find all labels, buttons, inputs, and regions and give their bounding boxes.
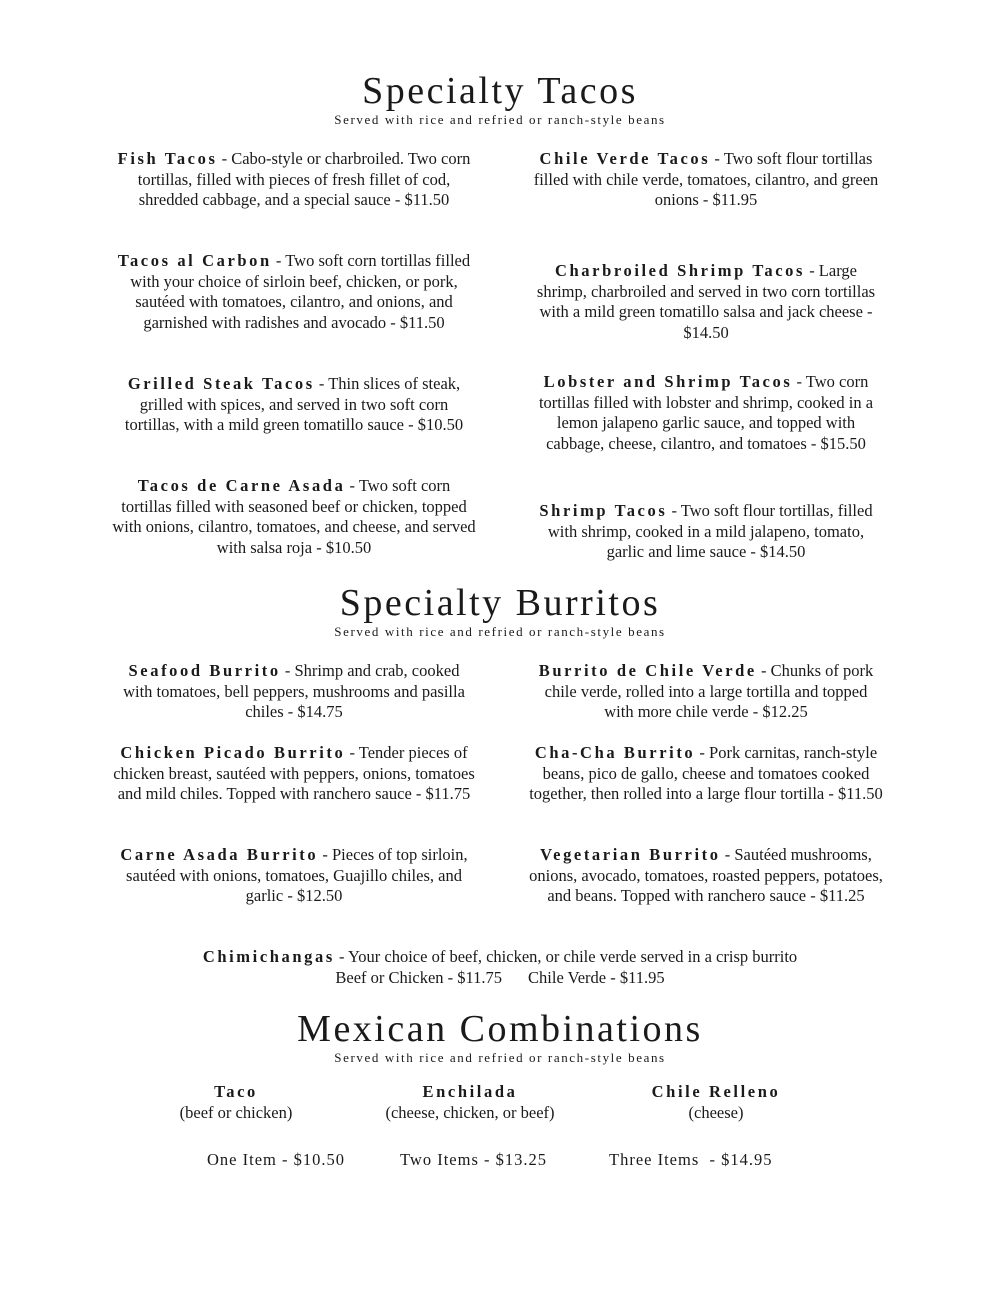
combo-name: Chile Relleno (651, 1082, 781, 1101)
item-name: Lobster and Shrimp Tacos (543, 372, 793, 391)
menu-item (528, 501, 884, 563)
item-name: Vegetarian Burrito (540, 845, 721, 864)
item-desc: - Thin slices of steak, grilled with spices, and served in two soft corn tortillas, with a mild green tomatillo sauce - $10.50 (124, 374, 464, 434)
item-desc: - Two soft corn tortillas filled with seasoned beef or chicken, topped with onions, cilantro, tomatoes, and cheese, and served with salsa roja - $10.50 (112, 476, 476, 557)
item-name: Charbroiled Shrimp Tacos (555, 261, 806, 280)
item-name: Chile Verde Tacos (539, 149, 711, 168)
menu-item (112, 845, 476, 907)
combo-option (350, 1082, 590, 1123)
item-desc: - Two soft corn tortillas filled with your choice of sirloin beef, chicken, or pork, sautéed with tomatoes, cilantro, and onions, and garnished with radishes and avocado - $11.50 (130, 251, 471, 332)
item-name: Chimichangas (202, 947, 335, 966)
menu-item (528, 845, 884, 907)
item-name: Seafood Burrito (128, 661, 281, 680)
tacos-title: Specialty Tacos (362, 70, 638, 112)
item-desc: - Sautéed mushrooms, onions, avocado, tomatoes, roasted peppers, potatoes, and beans. Topped with ranchero sauce - $11.25 (529, 845, 883, 905)
menu-item (112, 661, 476, 723)
menu-item (528, 372, 884, 454)
item-name: Chicken Picado Burrito (120, 743, 346, 762)
item-desc: - Pieces of top sirloin, sautéed with onions, tomatoes, Guajillo chiles, and garlic - $12.50 (126, 845, 468, 905)
combo-price-one: One Item - $10.50 (207, 1150, 345, 1169)
item-desc: - Pork carnitas, ranch-style beans, pico de gallo, cheese and tomatoes cooked together, then rolled into a large flour tortilla - $11.50 (529, 743, 883, 803)
item-name: Grilled Steak Tacos (127, 374, 315, 393)
menu-item (528, 261, 884, 343)
combos-title: Mexican Combinations (297, 1008, 703, 1050)
item-name: Tacos al Carbon (117, 251, 272, 270)
combo-name: Enchilada (422, 1082, 518, 1101)
menu-item (112, 374, 476, 436)
menu-item (528, 661, 884, 723)
chimichangas-price-chile-verde: Chile Verde - $11.95 (528, 967, 665, 987)
burritos-title: Specialty Burritos (339, 582, 661, 624)
item-desc: - Tender pieces of chicken breast, sautéed with peppers, onions, tomatoes and mild chiles. Topped with ranchero sauce - $11.75 (113, 743, 475, 803)
tacos-subtitle: Served with rice and refried or ranch-style beans (334, 112, 666, 127)
combo-desc: (cheese, chicken, or beef) (385, 1102, 555, 1122)
item-desc: - Chunks of pork chile verde, rolled into a large tortilla and topped with more chile verde - $12.25 (544, 661, 874, 721)
item-desc: - Your choice of beef, chicken, or chile verde served in a crisp burrito (334, 947, 798, 966)
combo-desc: (beef or chicken) (179, 1102, 293, 1122)
item-desc: - Two corn tortillas filled with lobster and shrimp, cooked in a lemon jalapeno garlic sauce, and topped with cabbage, cheese, cilantro, and tomatoes - $15.50 (538, 372, 874, 453)
menu-item (112, 149, 476, 211)
burritos-subtitle: Served with rice and refried or ranch-style beans (334, 624, 666, 639)
combo-option (116, 1082, 356, 1123)
item-name: Tacos de Carne Asada (137, 476, 346, 495)
combo-desc: (cheese) (688, 1102, 744, 1122)
menu-item (112, 743, 476, 805)
item-desc: - Two soft flour tortillas filled with chile verde, tomatoes, cilantro, and green onions - $11.95 (533, 149, 879, 209)
item-name: Burrito de Chile Verde (538, 661, 757, 680)
chimichangas-price-beef-chicken: Beef or Chicken - $11.75 (335, 967, 503, 987)
item-name: Carne Asada Burrito (120, 845, 319, 864)
combo-price-two: Two Items - $13.25 (400, 1150, 547, 1169)
item-desc: - Large shrimp, charbroiled and served in two corn tortillas with a mild green tomatillo salsa and jack cheese - $14.50 (536, 261, 876, 342)
combo-option (596, 1082, 836, 1123)
chimichangas-item (100, 947, 900, 988)
item-desc: - Shrimp and crab, cooked with tomatoes, bell peppers, mushrooms and pasilla chiles - $14.75 (123, 661, 465, 721)
menu-item (112, 476, 476, 558)
menu-item (528, 743, 884, 805)
combo-price-three: Three Items - $14.95 (609, 1150, 773, 1169)
combos-subtitle: Served with rice and refried or ranch-style beans (334, 1050, 666, 1065)
item-desc: - Cabo-style or charbroiled. Two corn tortillas, filled with pieces of fresh fillet of cod, shredded cabbage, and a special sauce - $11.50 (137, 149, 471, 209)
menu-item (112, 251, 476, 333)
item-name: Fish Tacos (117, 149, 218, 168)
item-name: Cha-Cha Burrito (534, 743, 696, 762)
menu-item (528, 149, 884, 211)
item-desc: - Two soft flour tortillas, filled with shrimp, cooked in a mild jalapeno, tomato, garlic and lime sauce - $14.50 (547, 501, 873, 561)
combo-name: Taco (214, 1082, 258, 1101)
item-name: Shrimp Tacos (539, 501, 668, 520)
